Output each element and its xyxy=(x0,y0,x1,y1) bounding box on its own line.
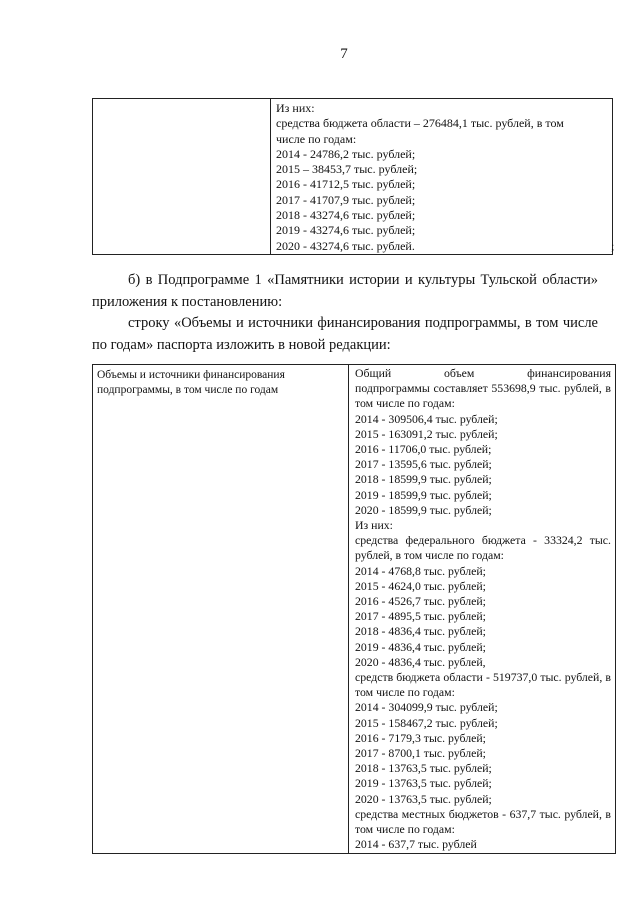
year-line: 2016 - 7179,3 тыс. рублей; xyxy=(355,730,486,745)
year-line: 2020 - 43274,6 тыс. рублей. xyxy=(276,238,415,253)
federal-text: средства федерального бюджета - 33324,2 тыс. рублей, в том числе по годам: xyxy=(355,533,611,563)
total-text: подпрограммы составляет 553698,9 тыс. рублей, в том числе по годам: xyxy=(355,381,611,411)
trailing-semicolon: ; xyxy=(611,239,615,253)
intro-word: Общий xyxy=(355,366,392,380)
table-row xyxy=(93,99,613,255)
page-number: 7 xyxy=(340,46,348,62)
local-text: средства местных бюджетов - 637,7 тыс. рублей, в том числе по годам: xyxy=(355,806,611,837)
year-line: 2017 - 4895,5 тыс. рублей; xyxy=(355,609,486,624)
paragraph-subprogram: б) в Подпрограмме 1 «Памятники истории и культуры Тульской области» приложения к постановлению: xyxy=(92,272,598,310)
year-line: 2017 - 41707,9 тыс. рублей; xyxy=(276,192,416,207)
of-them-label: Из них: xyxy=(355,518,393,533)
year-line: 2018 - 43274,6 тыс. рублей; xyxy=(276,208,416,223)
intro-word: объем xyxy=(443,366,475,380)
year-line: 2020 - 18599,9 тыс. рублей; xyxy=(355,502,492,517)
paragraph-instruction: строку «Объемы и источники финансирования подпрограммы, в том числе по годам» паспорта изложить в новой редакции: xyxy=(92,315,598,353)
year-line: 2017 - 8700,1 тыс. рублей; xyxy=(355,746,486,761)
table-cell-funding xyxy=(271,99,613,255)
year-line: 2020 - 13763,5 тыс. рублей; xyxy=(355,791,492,806)
text-line: числе по годам: xyxy=(276,131,357,146)
year-line: 2014 - 309506,4 тыс. рублей; xyxy=(355,411,498,426)
year-line: 2019 - 13763,5 тыс. рублей; xyxy=(355,776,492,791)
year-line: 2014 - 637,7 тыс. рублей xyxy=(355,837,477,852)
year-line: 2016 - 41712,5 тыс. рублей; xyxy=(276,177,416,192)
year-line: 2018 - 13763,5 тыс. рублей; xyxy=(355,761,492,776)
table-cell-empty xyxy=(93,99,271,255)
funding-details xyxy=(349,365,616,854)
year-line: 2015 – 38453,7 тыс. рублей; xyxy=(276,162,418,177)
text-line: Из них: xyxy=(276,101,315,115)
year-line: 2019 - 18599,9 тыс. рублей; xyxy=(355,487,492,502)
year-line: 2014 - 304099,9 тыс. рублей; xyxy=(355,700,498,715)
year-line: 2016 - 4526,7 тыс. рублей; xyxy=(355,594,486,609)
year-line: 2018 - 18599,9 тыс. рублей; xyxy=(355,472,492,487)
funding-table-subprogram xyxy=(92,364,616,854)
text-line: средства бюджета области – 276484,1 тыс. рублей, в том xyxy=(276,116,564,131)
year-line: 2015 - 158467,2 тыс. рублей; xyxy=(355,715,498,730)
year-line: 2014 - 4768,8 тыс. рублей; xyxy=(355,563,486,578)
year-line: 2015 - 4624,0 тыс. рублей; xyxy=(355,578,486,593)
year-line: 2020 - 4836,4 тыс. рублей, xyxy=(355,654,486,669)
intro-word: финансирования xyxy=(527,366,611,380)
year-line: 2014 - 24786,2 тыс. рублей; xyxy=(276,146,416,161)
year-line: 2018 - 4836,4 тыс. рублей; xyxy=(355,624,486,639)
year-line: 2016 - 11706,0 тыс. рублей; xyxy=(355,442,492,457)
year-line: 2015 - 163091,2 тыс. рублей; xyxy=(355,426,498,441)
funding-table-regional xyxy=(92,98,613,255)
row-label: Объемы и источники финансирования подпрограммы, в том числе по годам xyxy=(93,365,349,854)
year-line: 2017 - 13595,6 тыс. рублей; xyxy=(355,457,492,472)
intro-line xyxy=(355,366,611,381)
year-line: 2019 - 43274,6 тыс. рублей; xyxy=(276,223,416,238)
regional-text: средств бюджета области - 519737,0 тыс. рублей, в том числе по годам: xyxy=(355,670,611,700)
year-line: 2019 - 4836,4 тыс. рублей; xyxy=(355,639,486,654)
table-row xyxy=(93,365,616,854)
